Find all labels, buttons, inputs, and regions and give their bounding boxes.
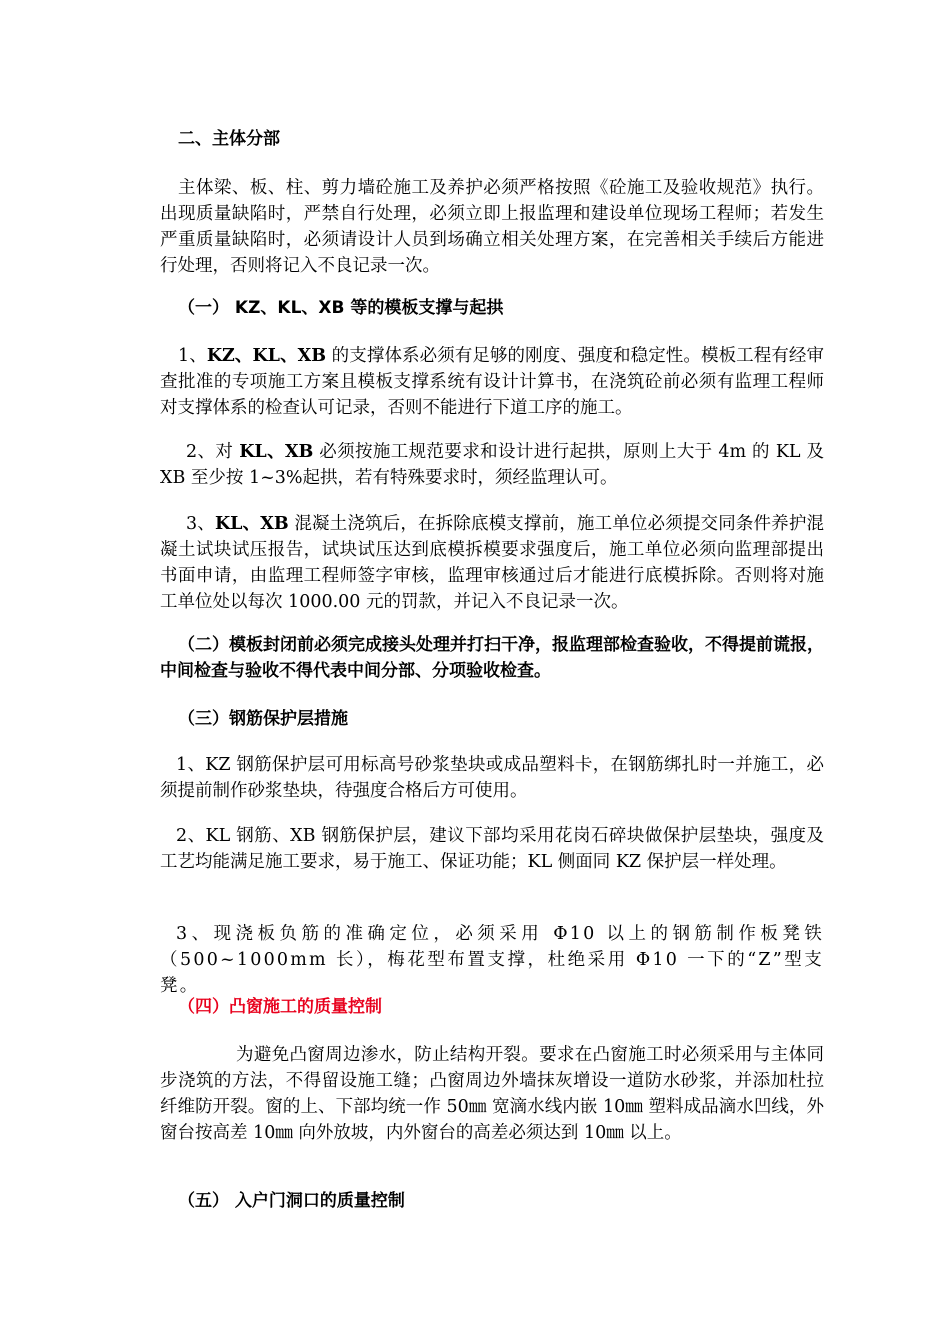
- paragraph-main: 主体梁、板、柱、剪力墙砼施工及养护必须严格按照《砼施工及验收规范》执行。出现质量缺陷时，严禁自行处理，必须立即上报监理和建设单位现场工程师；若发生严重质量缺陷时，必须请设计人员到场确立相关处理方案，在完善相关手续后方能进行处理，否则将记入不良记录一次。: [160, 178, 824, 276]
- paragraph-1-2: [160, 439, 824, 491]
- paragraph-4: 为避免凸窗周边渗水，防止结构开裂。要求在凸窗施工时必须采用与主体同步浇筑的方法，不得留设施工缝；凸窗周边外墙抹灰增设一道防水砂浆，并添加杜拉纤维防开裂。窗的上、下部均统一作 50㎜ 宽滴水线内嵌 10㎜ 塑料成品滴水凹线，外窗台按高差 10㎜ 向外放坡，内外窗台的高差必须达到 10㎜ 以上。: [160, 1045, 824, 1143]
- item-text: 必须按施工规范要求和设计进行起拱，原则上大于 4m 的 KL 及 XB 至少按 1~3%起拱，若有特殊要求时，须经监理认可。: [160, 442, 824, 488]
- bold-terms: KL、XB: [214, 514, 289, 534]
- item-text: 混凝土浇筑后，在拆除底模支撑前，施工单位必须提交同条件养护混凝土试块试压报告，试块试压达到底模拆模要求强度后，施工单位必须向监理部提出书面申请，由监理工程师签字审核，监理审核通过后才能进行底模拆除。否则将对施工单位处以每次 1000.00 元的罚款，并记入不良记录一次。: [160, 514, 824, 612]
- section-heading-4: （四）凸窗施工的质量控制: [178, 997, 382, 1017]
- section-heading-1: （一） KZ、KL、XB 等的模板支撑与起拱: [178, 298, 504, 318]
- section-heading-5: （五） 入户门洞口的质量控制: [178, 1191, 405, 1211]
- paragraph-1-3: [160, 511, 824, 615]
- section-heading-main: 二、主体分部: [178, 129, 280, 149]
- paragraph-3-3: 3、现浇板负筋的准确定位，必须采用 Φ10 以上的钢筋制作板凳铁（500~1000mm 长），梅花型布置支撑，杜绝采用 Φ10 一下的“Z”型支凳。: [160, 924, 824, 996]
- paragraph-1-1: [160, 343, 824, 421]
- paragraph-3-2: 2、KL 钢筋、XB 钢筋保护层，建议下部均采用花岗石碎块做保护层垫块，强度及工艺均能满足施工要求，易于施工、保证功能；KL 侧面同 KZ 保护层一样处理。: [160, 826, 824, 872]
- item-number: 3、: [186, 514, 215, 534]
- paragraph-3-1: 1、KZ 钢筋保护层可用标高号砂浆垫块或成品塑料卡，在钢筋绑扎时一并施工，必须提前制作砂浆垫块，待强度合格后方可使用。: [160, 755, 824, 801]
- item-number: 1、: [178, 346, 207, 366]
- section-heading-3: （三）钢筋保护层措施: [178, 709, 348, 729]
- item-text: 的支撑体系必须有足够的刚度、强度和稳定性。模板工程有经审查批准的专项施工方案且模板支撑系统有设计计算书，在浇筑砼前必须有监理工程师对支撑体系的检查认可记录，否则不能进行下道工序的施工。: [160, 346, 824, 418]
- item-number: 2、对: [186, 442, 240, 462]
- section-heading-2: （二）模板封闭前必须完成接头处理并打扫干净，报监理部检查验收，不得提前谎报，中间检查与验收不得代表中间分部、分项验收检查。: [160, 635, 824, 681]
- bold-terms: KZ、KL、XB: [206, 346, 327, 366]
- bold-terms: KL、XB: [239, 442, 314, 462]
